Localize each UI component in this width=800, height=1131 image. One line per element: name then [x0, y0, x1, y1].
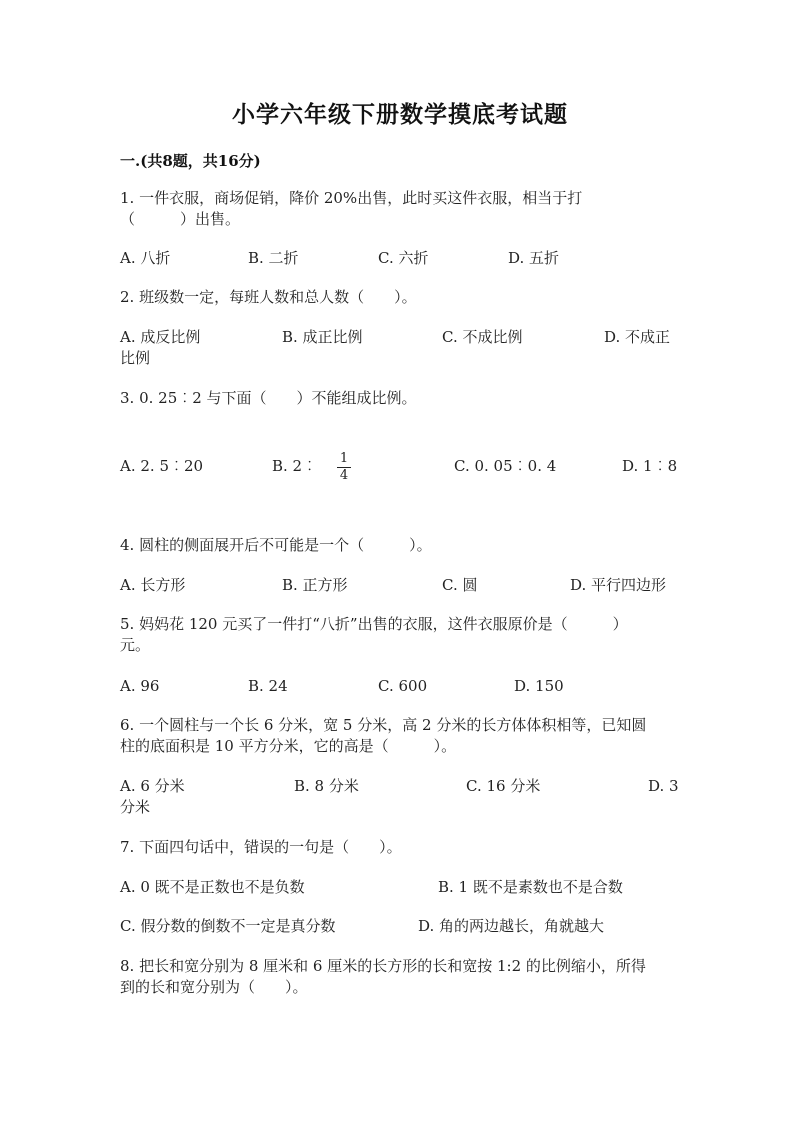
question-6 [120, 715, 680, 757]
question-5-line2: 元。 [120, 636, 151, 654]
q3-option-c[interactable]: C. 0. 05︰0. 4 [454, 457, 557, 475]
fraction-numerator: 1 [339, 451, 349, 466]
q4-option-a[interactable]: A. 长方形 [120, 576, 186, 594]
question-2 [120, 287, 680, 308]
q2-option-d[interactable]: D. 不成正 [604, 328, 671, 346]
q5-option-d[interactable]: D. 150 [514, 677, 564, 695]
question-5-line1: 5. 妈妈花 120 元买了一件打“八折”出售的衣服，这件衣服原价是（ ） [120, 615, 628, 633]
q4-option-c[interactable]: C. 圆 [442, 576, 478, 594]
question-1-line1: 1. 一件衣服，商场促销，降价 20%出售，此时买这件衣服，相当于打 [120, 189, 583, 207]
q2-option-b[interactable]: B. 成正比例 [282, 328, 363, 346]
fraction-denominator: 4 [339, 468, 349, 483]
q2-option-c[interactable]: C. 不成比例 [442, 328, 523, 346]
q6-option-a[interactable]: A. 6 分米 [120, 777, 185, 795]
q2-option-a[interactable]: A. 成反比例 [120, 328, 201, 346]
q7-option-d[interactable]: D. 角的两边越长，角就越大 [418, 917, 605, 935]
question-6-line1: 6. 一个圆柱与一个长 6 分米，宽 5 分米，高 2 分米的长方体体积相等，已知圆 [120, 716, 647, 734]
q6-option-wrap: 分米 [120, 798, 151, 816]
q6-option-c[interactable]: C. 16 分米 [466, 777, 541, 795]
question-3 [120, 388, 680, 409]
page-title: 小学六年级下册数学摸底考试题 [232, 101, 568, 128]
q7-option-c[interactable]: C. 假分数的倒数不一定是真分数 [120, 917, 336, 935]
q4-option-b[interactable]: B. 正方形 [282, 576, 348, 594]
q3-option-a[interactable]: A. 2. 5︰20 [120, 457, 204, 475]
question-3-line1: 3. 0. 25︰2 与下面（ ）不能组成比例。 [120, 389, 417, 407]
question-8 [120, 956, 680, 998]
q5-option-b[interactable]: B. 24 [248, 677, 288, 695]
question-1 [120, 188, 680, 230]
q1-option-c[interactable]: C. 六折 [378, 249, 429, 267]
q5-option-c[interactable]: C. 600 [378, 677, 428, 695]
question-1-line2: （ ）出售。 [120, 210, 241, 228]
section-heading: 一.(共8题，共16分) [120, 152, 261, 170]
question-4-line1: 4. 圆柱的侧面展开后不可能是一个（ ）。 [120, 536, 432, 554]
question-7-line1: 7. 下面四句话中，错误的一句是（ ）。 [120, 838, 402, 856]
q7-option-b[interactable]: B. 1 既不是素数也不是合数 [438, 878, 623, 896]
q6-option-d[interactable]: D. 3 [648, 777, 679, 795]
q1-option-b[interactable]: B. 二折 [248, 249, 299, 267]
q6-option-b[interactable]: B. 8 分米 [294, 777, 359, 795]
question-2-line1: 2. 班级数一定，每班人数和总人数（ ）。 [120, 288, 417, 306]
question-5 [120, 614, 680, 656]
question-4 [120, 535, 680, 556]
q3-option-d[interactable]: D. 1︰8 [622, 457, 678, 475]
question-8-line1: 8. 把长和宽分别为 8 厘米和 6 厘米的长方形的长和宽按 1:2 的比例缩小，所得 [120, 957, 646, 975]
q3-option-b[interactable]: B. 2︰ [272, 457, 318, 475]
q1-option-a[interactable]: A. 八折 [120, 249, 171, 267]
q2-option-wrap: 比例 [120, 349, 151, 367]
q5-option-a[interactable]: A. 96 [120, 677, 160, 695]
q4-option-d[interactable]: D. 平行四边形 [570, 576, 667, 594]
q3-option-b-fraction [337, 452, 351, 483]
question-6-line2: 柱的底面积是 10 平方分米，它的高是（ ）。 [120, 737, 457, 755]
q7-option-a[interactable]: A. 0 既不是正数也不是负数 [120, 878, 305, 896]
q1-option-d[interactable]: D. 五折 [508, 249, 560, 267]
question-7 [120, 837, 680, 858]
question-8-line2: 到的长和宽分别为（ ）。 [120, 978, 308, 996]
